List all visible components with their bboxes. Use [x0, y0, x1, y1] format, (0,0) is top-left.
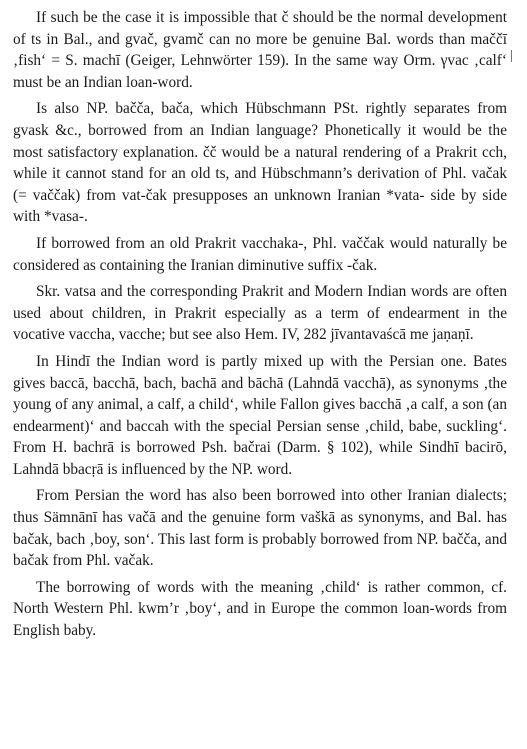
paragraph-2: Is also NP. bačča, bača, which Hübschmann PSt. rightly separates from gvask &c., borrowed from an Indian language? Phonetically it would be the most satisfactory explanation. čč would be a natural rendering of a Prakrit cch, while it cannot stand for an old ts, and Hübschmann’s derivation of Phl. vačak (= vaččak) from vat-čak presupposes an unknown Iranian *vata- side by side with *vasa-.	[13, 100, 507, 226]
page-text	[13, 7, 507, 642]
paragraph-3: If borrowed from an old Prakrit vacchaka-, Phl. vaččak would naturally be considered as containing the Iranian diminutive suffix -čak.	[13, 234, 507, 274]
paragraph-1: If such be the case it is impossible that č should be the normal development of ts in Bal., and gvač, gvamč can no more be genuine Bal. words than maččī ‚fish‘ = S. machī (Geiger, Lehnwörter 159). In the same way Orm. γvac ‚calf‘ must be an Indian loan-word.	[13, 9, 507, 91]
paragraph-4: Skr. vatsa and the corresponding Prakrit and Modern Indian words are often used about children, in Prakrit especially as a term of endearment in the vocative vaccha, vacche; but see also Hem. IV, 282 jīvantavaścā me jaṇaṇī.	[13, 283, 507, 344]
paragraph-6: From Persian the word has also been borrowed into other Iranian dialects; thus Sämnānī has vačā and the genuine form vaškā as synonyms, and Bal. has bačak, bach ‚boy, son‘. This last form is probably borrowed from NP. bačča, and bačak from Phl. vačak.	[13, 487, 507, 570]
paragraph-5: In Hindī the Indian word is partly mixed up with the Persian one. Bates gives baccā, bacchā, bach, bachā and bāchā (Lahndā vacchā), as synonyms ‚the young of any animal, a calf, a child‘, while Fallon gives bacchā ‚a calf, a son (an endearment)‘ and baccah with the special Persian sense ‚child, babe, suckling‘. From H. bachrā is borrowed Psh. bačrai (Darm. § 102), while Sindhī bacirō, Lahndā bbacṛā is influenced by the NP. word.	[13, 352, 507, 478]
margin-mark	[511, 50, 515, 62]
paragraph-7: The borrowing of words with the meaning ‚child‘ is rather common, cf. North Western Phl. kwm’r ‚boy‘, and in Europe the common loan-words from English baby.	[13, 578, 507, 640]
